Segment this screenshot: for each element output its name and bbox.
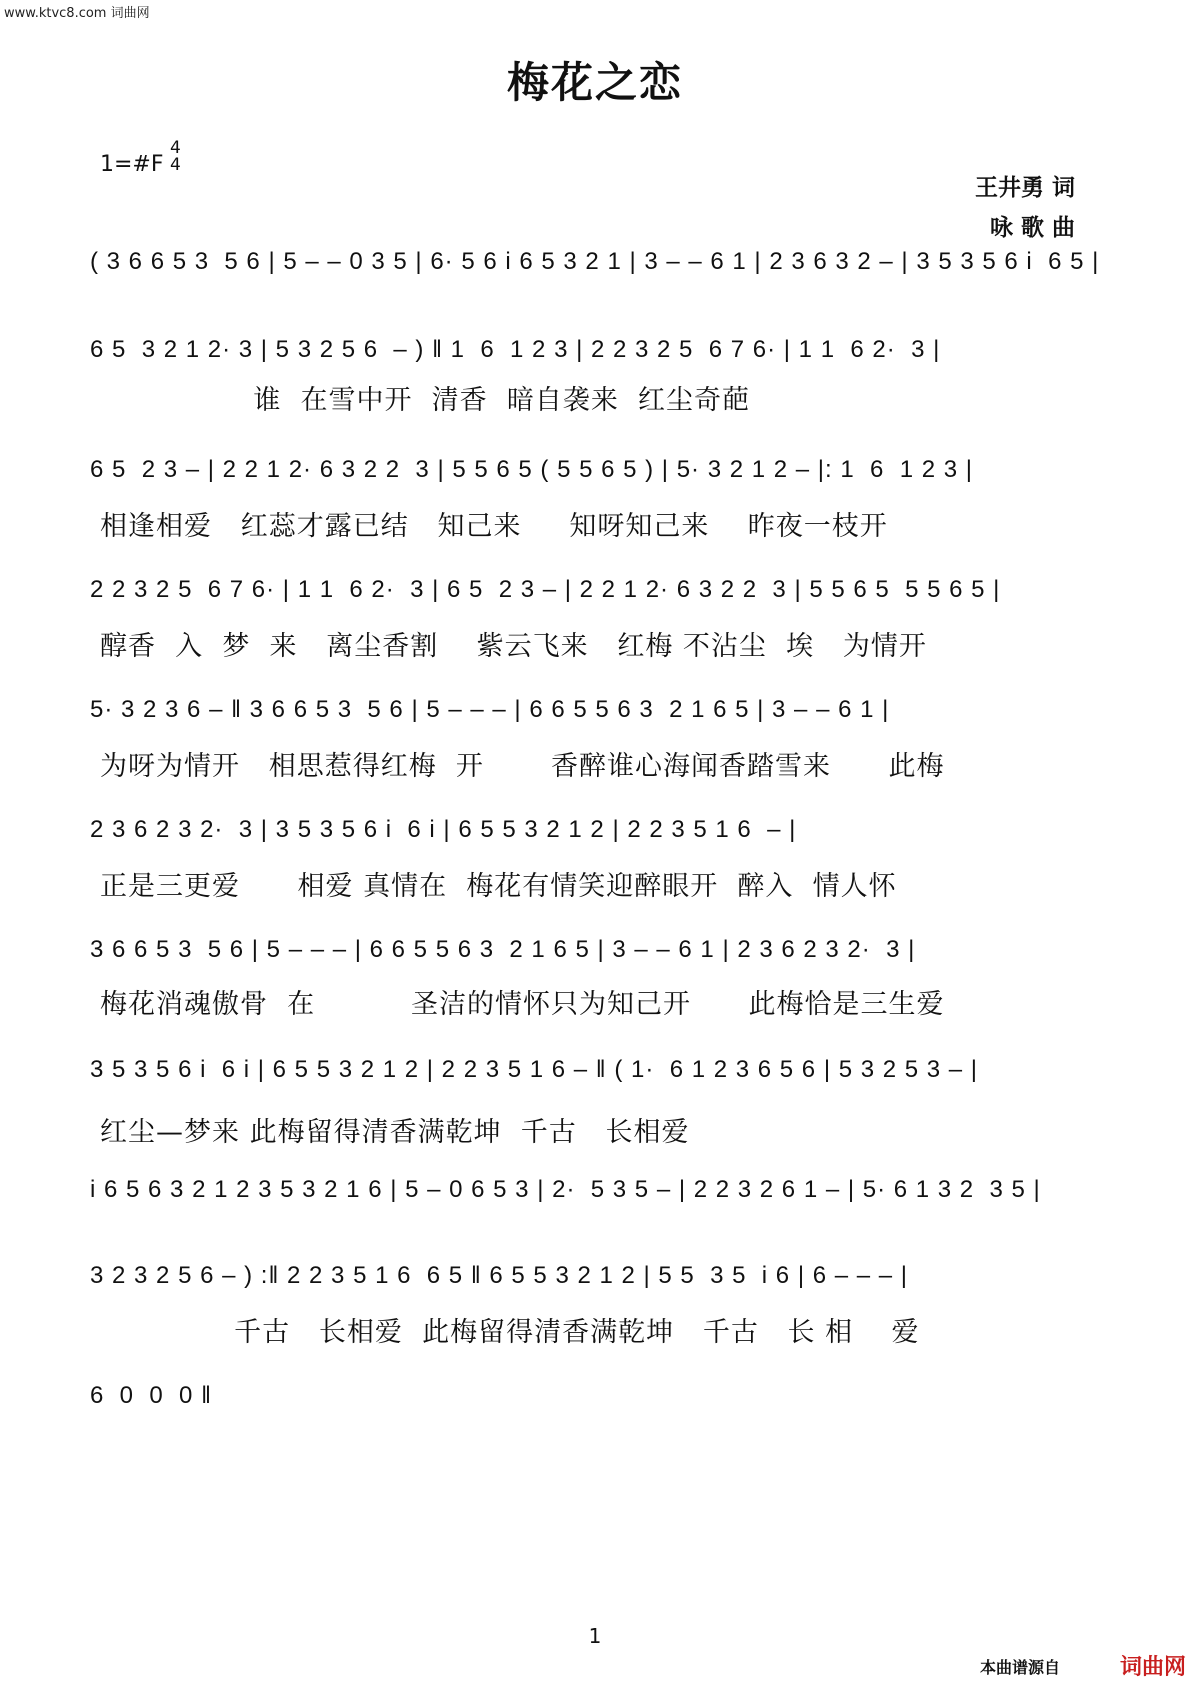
source-note: 本曲谱源自	[980, 1658, 1061, 1677]
notation-line-9: i 6 5 6 3 2 1 2 3 5 3 2 1 6 | 5 – 0 6 5 3 | 2· 5 3 5 – | 2 2 3 2 6 1 – | 5· 6 1 3 2 3 5 |	[90, 1176, 1041, 1203]
lyric-line-8: 红尘—梦来 此梅留得清香满乾坤 千古 长相爱	[100, 1117, 690, 1148]
notation-line-10: 3 2 3 2 5 6 – ) :‖ 2 2 3 5 1 6 6 5 ‖ 6 5 5 3 2 1 2 | 5 5 3 5 i 6 | 6 – – – |	[90, 1262, 909, 1289]
lyric-line-2: 谁 在雪中开 清香 暗自袭来 红尘奇葩	[100, 385, 750, 416]
credits	[975, 168, 1075, 248]
lyric-line-6: 正是三更爱 相爱 真情在 梅花有情笑迎醉眼开 醉入 情人怀	[100, 871, 897, 902]
watermark-top-left: www.ktvc8.com 词曲网	[4, 6, 150, 21]
time-signature-top: 4	[170, 138, 181, 158]
notation-line-2: 6 5 3 2 1 2· 3 | 5 3 2 5 6 – ) ‖ 1 6 1 2 3 | 2 2 3 2 5 6 7 6· | 1 1 6 2· 3 |	[90, 336, 941, 363]
notation-line-1: ( 3 6 6 5 3 5 6 | 5 – – 0 3 5 | 6· 5 6 i 6 5 3 2 1 | 3 – – 6 1 | 2 3 6 3 2 – | 3 5 3 5 6 i 6 5 |	[90, 248, 1100, 275]
watermark-bottom-right: 词曲网	[1120, 1655, 1187, 1680]
notation-line-4: 2 2 3 2 5 6 7 6· | 1 1 6 2· 3 | 6 5 2 3 – | 2 2 1 2· 6 3 2 2 3 | 5 5 6 5 5 5 6 5 |	[90, 576, 1001, 603]
lyric-line-3: 相逢相爱 红蕊才露已结 知己来 知呀知己来 昨夜一枝开	[100, 511, 888, 542]
notation-line-3: 6 5 2 3 – | 2 2 1 2· 6 3 2 2 3 | 5 5 6 5 ( 5 5 6 5 ) | 5· 3 2 1 2 – |: 1 6 1 2 3 |	[90, 456, 974, 483]
lyric-line-7: 梅花消魂傲骨 在 圣洁的情怀只为知己开 此梅恰是三生爱	[100, 989, 945, 1020]
notation-line-7: 3 6 6 5 3 5 6 | 5 – – – | 6 6 5 5 6 3 2 1 6 5 | 3 – – 6 1 | 2 3 6 2 3 2· 3 |	[90, 936, 916, 963]
composer-credit: 咏 歌 曲	[989, 215, 1075, 241]
notation-line-6: 2 3 6 2 3 2· 3 | 3 5 3 5 6 i 6 i | 6 5 5 3 2 1 2 | 2 2 3 5 1 6 – |	[90, 816, 797, 843]
notation-line-5: 5· 3 2 3 6 – ‖ 3 6 6 5 3 5 6 | 5 – – – | 6 6 5 5 6 3 2 1 6 5 | 3 – – 6 1 |	[90, 696, 890, 723]
lyric-line-10: 千古 长相爱 此梅留得清香满乾坤 千古 长 相 爱	[100, 1317, 920, 1348]
song-title: 梅花之恋	[506, 58, 683, 107]
lyricist-credit: 王井勇 词	[974, 175, 1075, 201]
notation-line-11: 6 0 0 0 ‖	[90, 1382, 212, 1409]
time-signature	[170, 140, 181, 174]
page-number: 1	[588, 1624, 602, 1648]
notation-line-8: 3 5 3 5 6 i 6 i | 6 5 5 3 2 1 2 | 2 2 3 5 1 6 – ‖ ( 1· 6 1 2 3 6 5 6 | 5 3 2 5 3 – |	[90, 1056, 979, 1083]
lyric-line-4: 醇香 入 梦 来 离尘香割 紫云飞来 红梅 不沾尘 埃 为情开	[100, 631, 927, 662]
time-signature-bottom: 4	[170, 155, 181, 175]
key-signature: 1=#F	[100, 152, 164, 177]
lyric-line-5: 为呀为情开 相思惹得红梅 开 香醉谁心海闻香踏雪来 此梅	[100, 751, 945, 782]
